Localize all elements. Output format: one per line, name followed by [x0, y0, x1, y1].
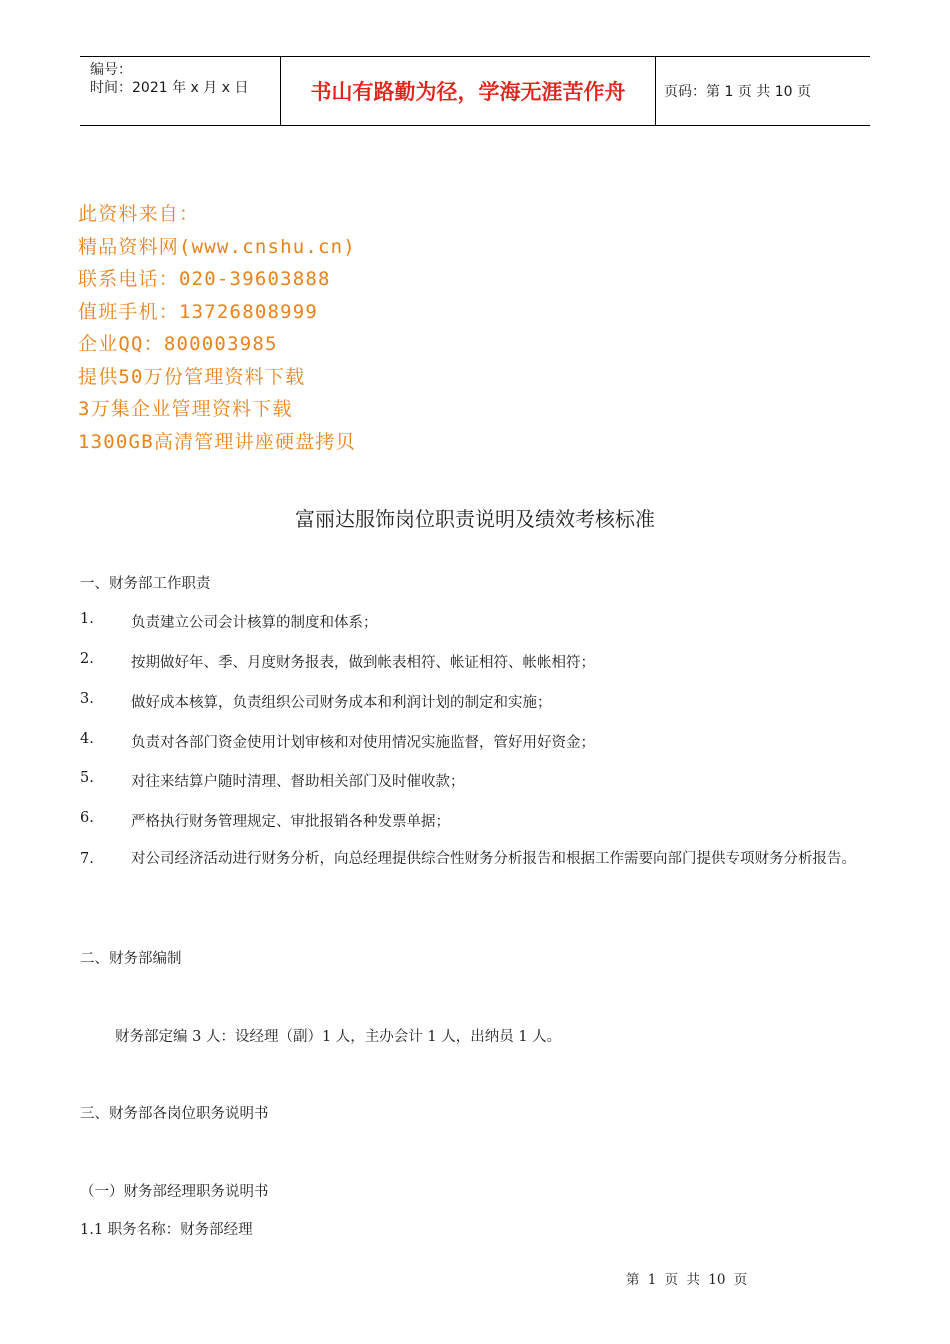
list-item-text: 做好成本核算，负责组织公司财务成本和利润计划的制定和实施；: [131, 695, 552, 711]
list-item-number: 3.: [80, 691, 94, 707]
job-title-item: 1.1 职务名称：财务部经理: [80, 1222, 253, 1238]
promo-block: [78, 198, 356, 458]
page-header: [80, 56, 870, 126]
staffing-text: 财务部定编 3 人：设经理（副）1 人，主办会计 1 人，出纳员 1 人。: [115, 1029, 562, 1045]
list-item-number: 4.: [80, 731, 94, 747]
section-heading-staffing: 二、财务部编制: [80, 951, 182, 967]
section-heading-job-descriptions: 三、财务部各岗位职务说明书: [80, 1106, 269, 1122]
header-motto: 书山有路勤为径，学海无涯苦作舟: [280, 57, 656, 125]
promo-line: 此资料来自：: [78, 203, 200, 225]
list-item-number: 2.: [80, 651, 94, 667]
promo-line: 值班手机：13726808999: [78, 300, 319, 323]
list-item-number: 6.: [80, 810, 94, 826]
header-meta: [90, 61, 280, 97]
document-time-label: 时间：2021 年 x 月 x 日: [90, 80, 249, 96]
promo-line: 精品资料网(www.cnshu.cn): [78, 235, 356, 258]
promo-line: 提供50万份管理资料下载: [78, 365, 306, 388]
document-title: 富丽达服饰岗位职责说明及绩效考核标准: [295, 507, 655, 531]
sub-heading-finance-manager: （一）财务部经理职务说明书: [80, 1184, 269, 1200]
promo-line: 企业QQ：800003985: [78, 333, 278, 355]
list-item-text: 对公司经济活动进行财务分析，向总经理提供综合性财务分析报告和根据工作需要向部门提供专项财务分析报告。: [131, 851, 856, 867]
list-item-number: 5.: [80, 770, 94, 786]
list-item-text: 严格执行财务管理规定、审批报销各种发票单据；: [131, 814, 450, 830]
page-footer: 第 1 页 共 10 页: [626, 1272, 748, 1288]
document-number-label: 编号：: [90, 62, 132, 78]
list-item-text: 按期做好年、季、月度财务报表，做到帐表相符、帐证相符、帐帐相符；: [131, 655, 595, 671]
list-item-text: 对往来结算户随时清理、督助相关部门及时催收款；: [131, 774, 465, 790]
list-item-long: [80, 847, 870, 872]
promo-line: 1300GB高清管理讲座硬盘拷贝: [78, 430, 356, 453]
list-item-text: 负责对各部门资金使用计划审核和对使用情况实施监督，管好用好资金；: [131, 735, 595, 751]
promo-line: 3万集企业管理资料下载: [78, 398, 293, 420]
list-item-text: 负责建立公司会计核算的制度和体系；: [131, 615, 378, 631]
section-heading-duties: 一、财务部工作职责: [80, 576, 211, 592]
header-page-info: 页码：第 1 页 共 10 页: [664, 84, 811, 100]
list-item-number: 7.: [80, 851, 94, 867]
list-item-number: 1.: [80, 611, 94, 627]
promo-line: 联系电话：020-39603888: [78, 268, 331, 290]
